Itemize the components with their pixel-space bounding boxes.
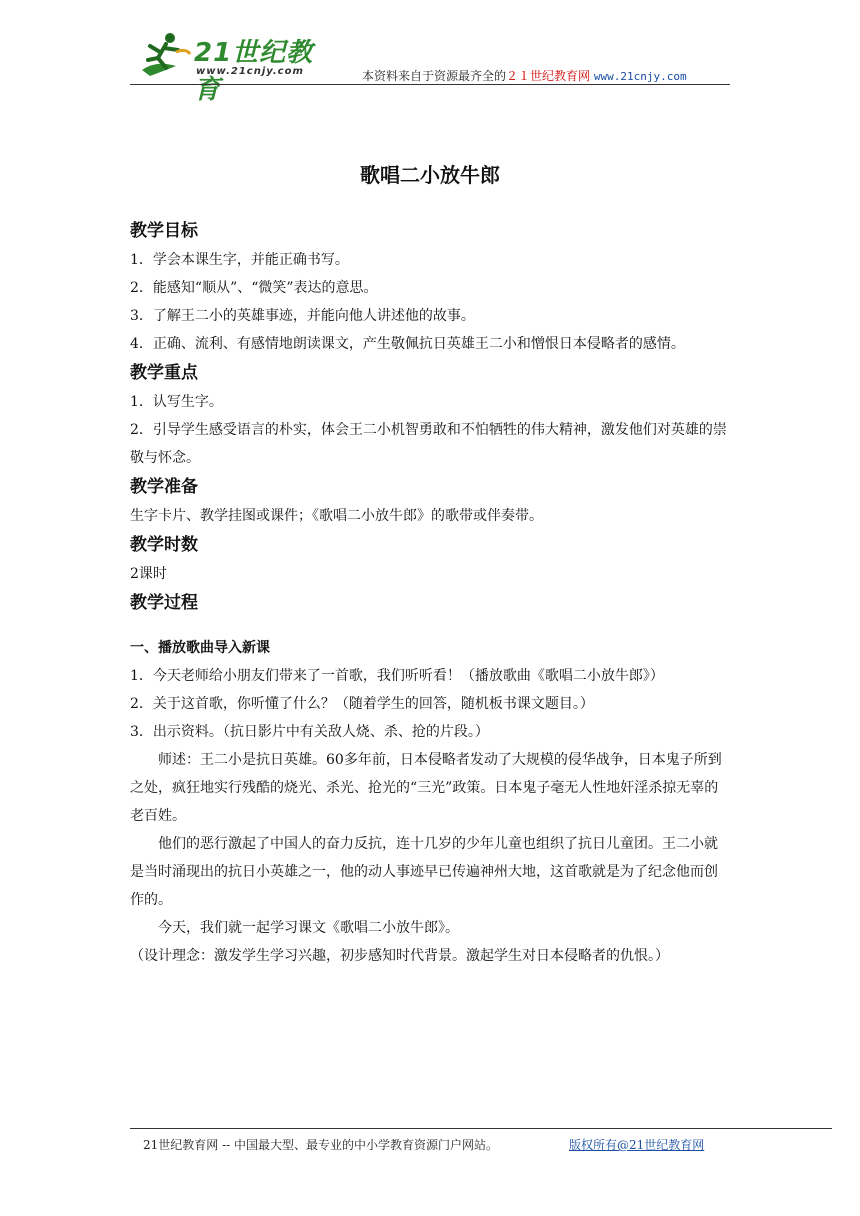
section-heading-hours: 教学时数 [130,535,198,555]
page-header [130,28,730,105]
focus-item: 2．引导学生感受语言的朴实，体会王二小机智勇敢和不怕牺牲的伟大精神，激发他们对英雄的崇敬与怀念。 [130,422,727,466]
process-item: 1．今天老师给小朋友们带来了一首歌，我们听听看！（播放歌曲《歌唱二小放牛郎》） [130,668,664,684]
header-tagline [362,67,687,84]
process-item: 2．关于这首歌，你听懂了什么？（随着学生的回答，随机板书课文题目。） [130,696,594,712]
section-heading-goals: 教学目标 [130,221,198,241]
site-logo[interactable] [130,28,340,105]
process-paragraph: 他们的恶行激起了中国人的奋力反抗，连十几岁的少年儿童也组织了抗日儿童团。王二小就是当时涌现出的抗日小英雄之一，他的动人事迹早已传遍神州大地，这首歌就是为了纪念他而创作的。 [130,836,718,908]
goal-item: 3．了解王二小的英雄事迹，并能向他人讲述他的故事。 [130,308,475,324]
design-note: （设计理念：激发学生学习兴趣，初步感知时代背景。激起学生对日本侵略者的仇恨。） [130,948,669,964]
process-sub-heading: 一、播放歌曲导入新课 [130,640,270,656]
header-site-name[interactable]: ２１世纪教育网 [506,69,591,83]
prep-text: 生字卡片、教学挂图或课件；《歌唱二小放牛郎》的歌带或伴奏带。 [130,508,543,524]
section-heading-prep: 教学准备 [130,477,198,497]
document-body [130,160,730,970]
process-item: 3．出示资料。（抗日影片中有关敌人烧、杀、抢的片段。） [130,724,489,740]
logo-name: 21世纪教育 [194,38,314,105]
section-heading-focus: 教学重点 [130,363,198,383]
hours-text: 2课时 [130,566,167,582]
header-divider [130,84,730,85]
focus-item: 1．认写生字。 [130,394,223,410]
spacer [130,618,730,634]
footer-copyright-link[interactable]: 版权所有@21世纪教育网 [569,1138,705,1152]
runner-logo-icon [136,30,192,80]
goal-item: 1．学会本课生字，并能正确书写。 [130,252,349,268]
goal-item: 4．正确、流利、有感情地朗读课文，产生敬佩抗日英雄王二小和憎恨日本侵略者的感情。 [130,336,685,352]
process-paragraph: 师述：王二小是抗日英雄。60多年前，日本侵略者发动了大规模的侵华战争，日本鬼子所到之处，疯狂地实行残酷的烧光、杀光、抢光的“三光”政策。日本鬼子毫无人性地奸淫杀掠无辜的老百姓。 [130,752,722,824]
logo-url: www.21cnjy.com [196,66,304,77]
footer-text: 21世纪教育网 -- 中国最大型、最专业的中小学教育资源门户网站。 [143,1138,499,1152]
header-site-url[interactable]: www.21cnjy.com [593,70,687,83]
goal-item: 2．能感知“顺从”、“微笑”表达的意思。 [130,280,378,296]
section-heading-process: 教学过程 [130,593,198,613]
header-tagline-prefix: 本资料来自于资源最齐全的 [362,69,507,83]
footer-divider [130,1128,832,1129]
page-footer [143,1136,705,1153]
process-paragraph: 今天，我们就一起学习课文《歌唱二小放牛郎》。 [158,920,459,936]
document-title: 歌唱二小放牛郎 [360,163,500,187]
